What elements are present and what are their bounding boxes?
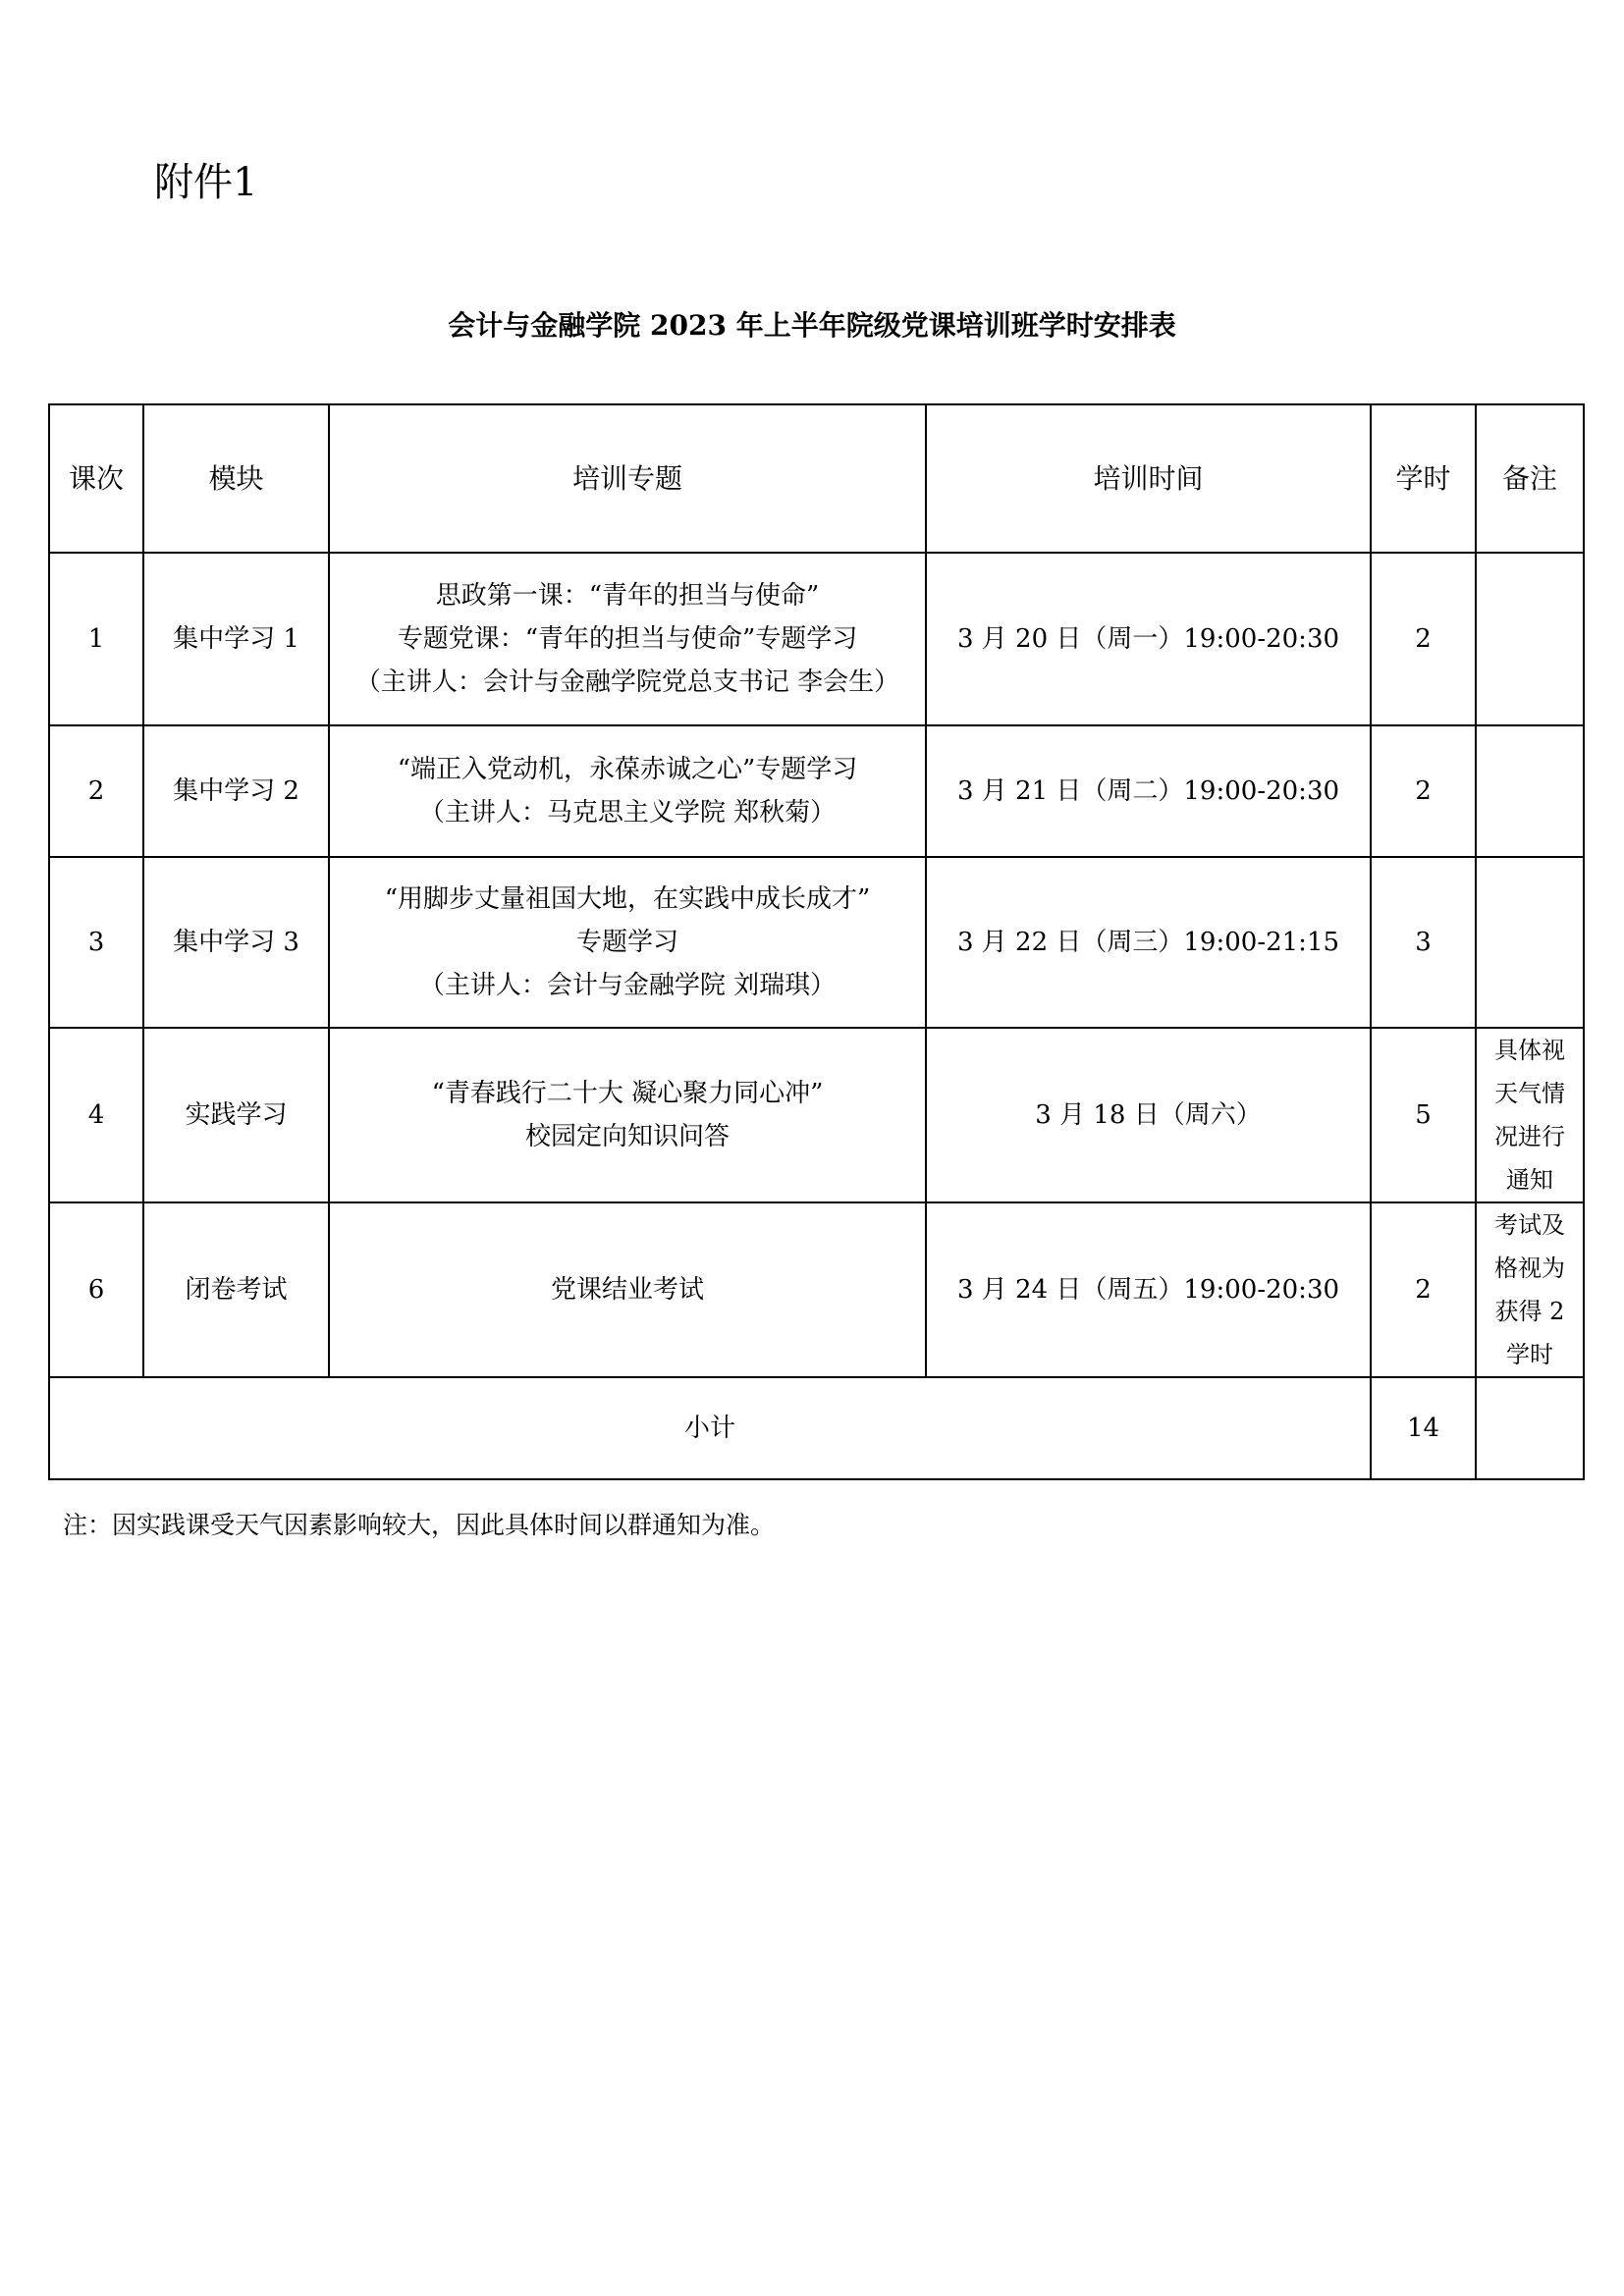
table-row xyxy=(49,857,1584,1028)
table-row xyxy=(49,553,1584,725)
topic-line: “用脚步丈量祖国大地，在实践中成长成才” xyxy=(384,884,871,914)
header-remark: 备注 xyxy=(1476,404,1584,553)
header-time: 培训时间 xyxy=(926,404,1371,553)
topic-line: （主讲人：会计与金融学院党总支书记 李会生） xyxy=(354,667,900,697)
topic-line: 专题学习 xyxy=(575,928,678,957)
session-cell: 3 xyxy=(49,857,143,1028)
remark-cell: 具体视天气情况进行通知 xyxy=(1476,1028,1584,1202)
hours-cell: 2 xyxy=(1371,725,1476,857)
hours-cell: 2 xyxy=(1371,553,1476,725)
topic-line: 校园定向知识问答 xyxy=(524,1122,730,1151)
table-row xyxy=(49,1028,1584,1202)
time-cell: 3 月 20 日（周一）19:00-20:30 xyxy=(926,553,1371,725)
header-session: 课次 xyxy=(49,404,143,553)
topic-cell xyxy=(329,1028,926,1202)
header-hours: 学时 xyxy=(1371,404,1476,553)
module-cell: 闭卷考试 xyxy=(143,1202,329,1377)
remark-cell: 考试及格视为获得 2 学时 xyxy=(1476,1202,1584,1377)
table-row xyxy=(49,1202,1584,1377)
topic-cell xyxy=(329,725,926,857)
topic-line: “青春践行二十大 凝心聚力同心冲” xyxy=(431,1079,824,1108)
session-cell: 4 xyxy=(49,1028,143,1202)
schedule-table xyxy=(48,403,1585,1480)
topic-cell xyxy=(329,857,926,1028)
header-topic: 培训专题 xyxy=(329,404,926,553)
module-cell: 集中学习 1 xyxy=(143,553,329,725)
hours-cell: 2 xyxy=(1371,1202,1476,1377)
hours-cell: 5 xyxy=(1371,1028,1476,1202)
subtotal-remark xyxy=(1476,1377,1584,1479)
topic-line: （主讲人：马克思主义学院 郑秋菊） xyxy=(418,798,837,828)
topic-line: 专题党课：“青年的担当与使命”专题学习 xyxy=(397,624,858,654)
footnote: 注：因实践课受天气因素影响较大，因此具体时间以群通知为准。 xyxy=(63,1511,776,1539)
topic-line: 党课结业考试 xyxy=(550,1275,704,1305)
session-cell: 1 xyxy=(49,553,143,725)
remark-cell xyxy=(1476,725,1584,857)
module-cell: 集中学习 2 xyxy=(143,725,329,857)
module-cell: 集中学习 3 xyxy=(143,857,329,1028)
time-cell: 3 月 18 日（周六） xyxy=(926,1028,1371,1202)
time-cell: 3 月 21 日（周二）19:00-20:30 xyxy=(926,725,1371,857)
hours-cell: 3 xyxy=(1371,857,1476,1028)
subtotal-hours: 14 xyxy=(1371,1377,1476,1479)
time-cell: 3 月 22 日（周三）19:00-21:15 xyxy=(926,857,1371,1028)
table-header-row xyxy=(49,404,1584,553)
time-cell: 3 月 24 日（周五）19:00-20:30 xyxy=(926,1202,1371,1377)
remark-cell xyxy=(1476,857,1584,1028)
attachment-label: 附件1 xyxy=(154,160,258,205)
topic-line: “端正入党动机，永葆赤诚之心”专题学习 xyxy=(397,755,858,784)
session-cell: 2 xyxy=(49,725,143,857)
header-module: 模块 xyxy=(143,404,329,553)
module-cell: 实践学习 xyxy=(143,1028,329,1202)
remark-cell xyxy=(1476,553,1584,725)
topic-line: （主讲人：会计与金融学院 刘瑞琪） xyxy=(418,971,837,1000)
subtotal-row xyxy=(49,1377,1584,1479)
subtotal-label: 小计 xyxy=(49,1377,1371,1479)
topic-line: 思政第一课：“青年的担当与使命” xyxy=(435,581,820,611)
topic-cell xyxy=(329,553,926,725)
session-cell: 6 xyxy=(49,1202,143,1377)
table-row xyxy=(49,725,1584,857)
topic-cell xyxy=(329,1202,926,1377)
document-title: 会计与金融学院 2023 年上半年院级党课培训班学时安排表 xyxy=(448,309,1176,342)
